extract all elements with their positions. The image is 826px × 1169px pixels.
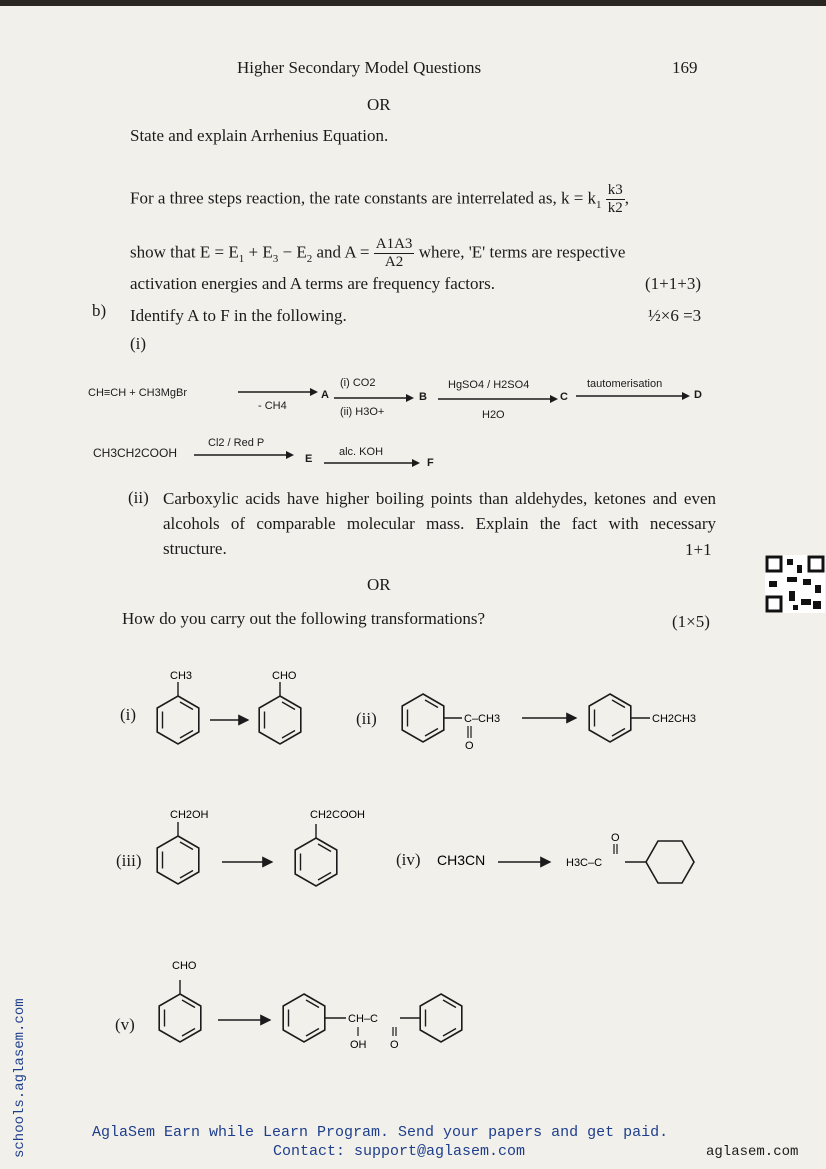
ring-v-left (283, 994, 325, 1042)
t-iv-to-o: O (611, 832, 620, 844)
product-d: D (694, 389, 702, 401)
footer-contact (273, 1143, 525, 1160)
cyclohexane-ring (646, 841, 694, 883)
t-v-oh: OH (350, 1039, 367, 1051)
arrhenius-question: State and explain Arrhenius Equation. (130, 126, 389, 145)
ring-iii-from (157, 836, 199, 884)
transformations-question: How do you carry out the following transformations? (122, 609, 486, 628)
k-numerator: k3 (607, 182, 623, 198)
a-denominator: A2 (384, 254, 404, 270)
transformation-ii-label: (ii) (356, 709, 377, 728)
reaction2-above-arrow-1: Cl2 / Red P (208, 437, 265, 449)
reaction1-above-arrow-3: HgSO4 / H2SO4 (448, 379, 530, 391)
t-ii-from-o: O (465, 740, 474, 752)
product-e: E (305, 453, 313, 465)
t-v-o: O (390, 1039, 399, 1051)
ring-i-to (259, 696, 301, 744)
page-number: 169 (672, 58, 698, 77)
contact-label: Contact: (273, 1143, 346, 1160)
reaction1-above-arrow-2: (i) CO2 (340, 377, 376, 389)
footer-line-1: AglaSem Earn while Learn Program. Send your papers and get paid. (92, 1124, 669, 1141)
arrhenius-marks: (1+1+3) (645, 274, 701, 293)
ring-iii-to (295, 838, 337, 886)
reaction1-arrow-4 (576, 390, 690, 402)
e-minus-e2: − E (282, 242, 307, 262)
reaction1-below-arrow-3: H2O (482, 409, 505, 421)
reaction1-above-arrow-4: tautomerisation (587, 378, 663, 390)
and-a-text: and A = (316, 242, 370, 262)
t-ii-from: C–CH3 (464, 713, 501, 725)
reaction1-below-arrow-1: - CH4 (258, 400, 287, 412)
show-that-line: show that $E = E_1 + E_3 - E_2$ and A = $\frac{A1A3}{A2}$ where, 'E' terms are respective (130, 236, 626, 270)
ring-v-from (159, 994, 201, 1042)
transformation-iv-label: (iv) (396, 850, 421, 869)
product-f: F (427, 457, 434, 469)
or-divider-1: OR (367, 95, 391, 114)
reaction1-below-arrow-2: (ii) H3O+ (340, 406, 385, 418)
ring-ii-to (589, 694, 631, 742)
t-i-from: CH3 (170, 670, 193, 682)
rate-constants-line: For a three steps reaction, the rate constants are interrelated as, $k = k_1$ $\frac{k3}{k2}$ , (130, 182, 630, 216)
contact-email-link[interactable]: support@aglasem.com (354, 1143, 526, 1160)
t-v-from: CHO (172, 960, 197, 972)
carboxylic-question: Carboxylic acids have higher boiling points than aldehydes, ketones and even alcohols of comparable molecular mass. Explain the fact with necessary structure. (163, 489, 716, 558)
t-ii-to: CH2CH3 (652, 713, 697, 725)
part-b-label: b) (92, 301, 107, 320)
transformation-i-label: (i) (120, 705, 137, 724)
show-that-text: show that E = E (130, 242, 239, 262)
reaction1-arrow-1 (238, 386, 318, 398)
carboxylic-marks: 1+1 (685, 540, 712, 559)
k-fraction (606, 182, 625, 217)
qr-code (765, 555, 825, 613)
ring-i-from (157, 696, 199, 744)
where-text: where, 'E' terms are respective (418, 242, 626, 262)
sub-question-ii: (ii) (128, 488, 149, 507)
activation-energies-text: activation energies and A terms are frequency factors. (130, 274, 496, 293)
ring-ii-from (402, 694, 444, 742)
reaction2-above-arrow-2: alc. KOH (339, 446, 384, 458)
t-iii-from: CH2OH (170, 809, 209, 821)
k-subscript: 1 (596, 198, 602, 211)
t-v-mid: CH–C (348, 1013, 378, 1025)
or-divider-2: OR (367, 575, 391, 594)
product-a: A (321, 389, 329, 401)
a-fraction (374, 236, 415, 271)
site-link[interactable]: aglasem.com (706, 1144, 799, 1160)
transformation-v-label: (v) (115, 1015, 135, 1034)
part-b-marks: ½×6 =3 (648, 306, 702, 325)
top-scan-edge (0, 0, 826, 6)
reaction1-reactant: CH≡CH + CH3MgBr (88, 387, 188, 399)
sub-question-i: (i) (130, 334, 147, 353)
page-header-title: Higher Secondary Model Questions (237, 58, 482, 77)
rate-intro-text: For a three steps reaction, the rate constants are interrelated as, (130, 188, 557, 208)
reaction2-reactant: CH3CH2COOH (93, 446, 178, 460)
t-iv-from: CH3CN (437, 852, 486, 868)
t-iii-to: CH2COOH (310, 809, 366, 821)
reaction2-arrow-1 (194, 449, 294, 461)
product-c: C (560, 391, 568, 403)
reaction2-arrow-2 (324, 457, 420, 469)
reaction1-arrow-3 (438, 393, 558, 405)
transformations-marks: (1×5) (672, 612, 710, 631)
k-denominator: k2 (607, 200, 623, 216)
transformations-structures (0, 650, 826, 1070)
side-watermark: schools.aglasem.com (12, 998, 28, 1158)
product-b: B (419, 391, 427, 403)
reaction1-arrow-2 (334, 392, 414, 404)
ring-v-right (420, 994, 462, 1042)
a-numerator: A1A3 (375, 236, 413, 252)
e-plus-e3: + E (248, 242, 273, 262)
part-b-text: Identify A to F in the following. (130, 306, 347, 325)
transformation-iii-label: (iii) (116, 851, 142, 870)
t-iv-to: H3C–C (566, 857, 603, 869)
t-i-to: CHO (272, 670, 297, 682)
k-lhs: k = k (560, 188, 597, 208)
